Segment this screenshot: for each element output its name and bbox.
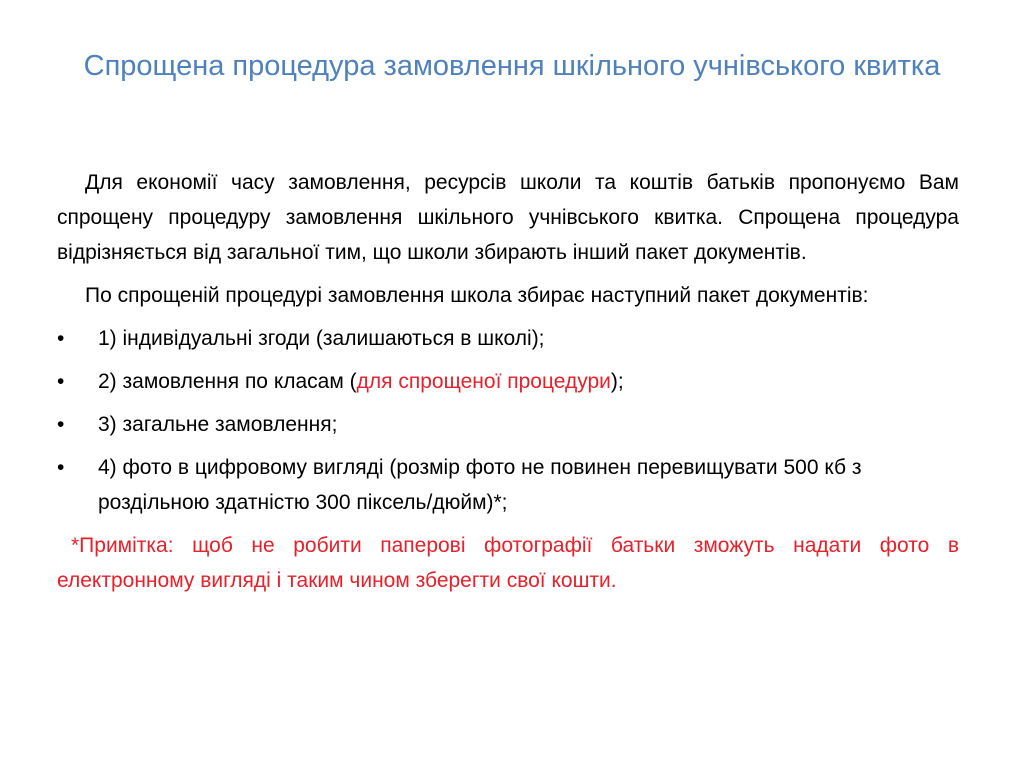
footnote: *Примітка: щоб не робити паперові фотографії батьки зможуть надати фото в електронному вигляді і таким чином зберегти свої кошти.: [57, 534, 959, 592]
bullet-text-after: );: [610, 370, 624, 393]
bullet-dot-icon: •: [57, 413, 65, 436]
bullet-item-2: [57, 364, 959, 399]
bullet-text-before: 2) замовлення по класам (: [98, 370, 357, 393]
bullet-text: 4) фото в цифровому вигляді (розмір фото не повинен перевищувати 500 кб з роздільною здатністю 300 піксель/дюйм)*;: [98, 456, 862, 514]
bullet-dot-icon: •: [57, 456, 65, 479]
bullet-text: 3) загальне замовлення;: [98, 413, 338, 436]
slide-title: Спрощена процедура замовлення шкільного учнівського квитка: [83, 50, 941, 82]
slide-body: [57, 165, 959, 598]
intro-paragraph: Для економії часу замовлення, ресурсів школи та коштів батьків пропонуємо Вам спрощену процедуру замовлення шкільного учнівського квитка. Спрощена процедура відрізняється від загальної тим, що школи збирають інший пакет документів.: [57, 171, 959, 264]
bullet-dot-icon: •: [57, 327, 65, 350]
bullet-item-4: [57, 450, 959, 520]
package-intro-paragraph: По спрощеній процедурі замовлення школа збирає наступний пакет документів:: [85, 284, 869, 307]
bullet-item-3: [57, 407, 959, 442]
bullet-item-1: [57, 321, 959, 356]
bullet-text: 1) індивідуальні згоди (залишаються в школі);: [98, 327, 545, 350]
bullet-highlight: для спрощеної процедури: [356, 370, 611, 393]
bullet-dot-icon: •: [57, 370, 65, 393]
